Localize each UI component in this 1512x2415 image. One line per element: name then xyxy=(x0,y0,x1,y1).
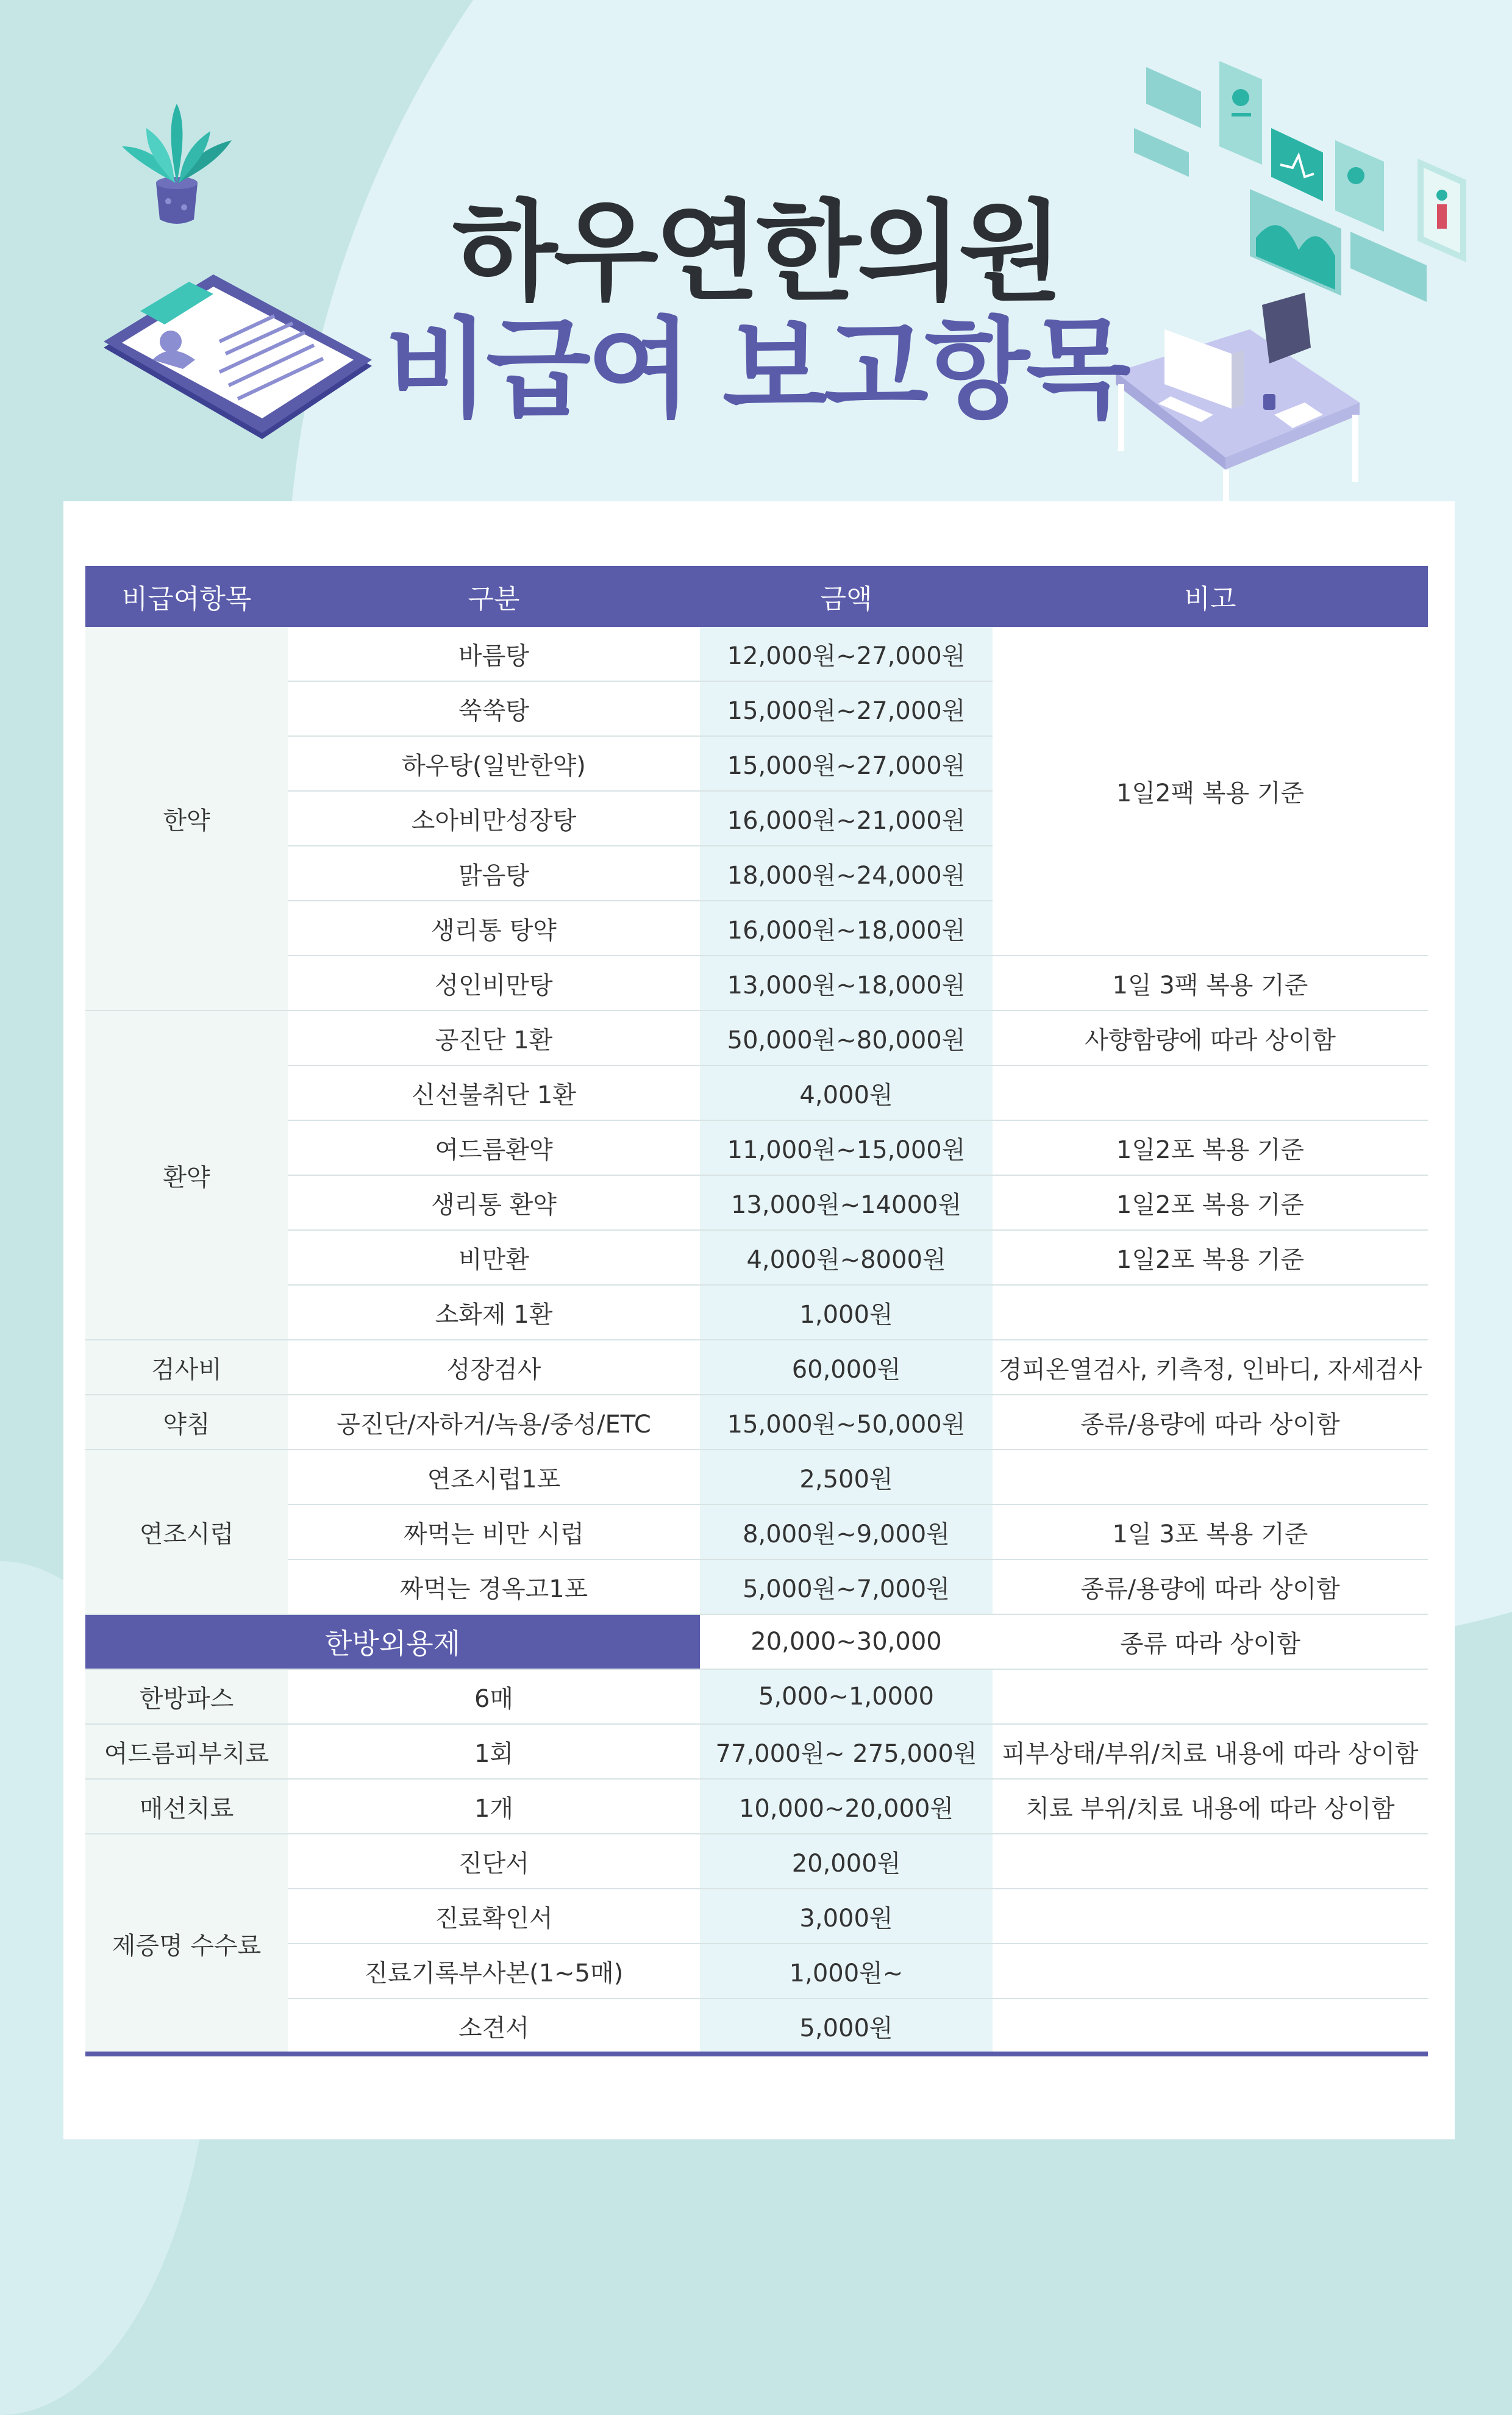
amount-cell: 15,000원~50,000원 xyxy=(700,1395,993,1450)
amount-cell: 5,000원 xyxy=(700,1998,993,2053)
amount-cell: 5,000~1,0000 xyxy=(700,1669,993,1724)
amount-cell: 3,000원 xyxy=(700,1889,993,1944)
amount-cell: 10,000~20,000원 xyxy=(700,1779,993,1834)
amount-cell: 60,000원 xyxy=(700,1340,993,1395)
category-cell: 하우탕(일반한약) xyxy=(288,736,700,791)
category-cell: 진단서 xyxy=(288,1834,700,1889)
note-cell: 1일2포 복용 기준 xyxy=(993,1230,1428,1285)
category-cell: 비만환 xyxy=(288,1230,700,1285)
category-cell: 맑음탕 xyxy=(288,846,700,901)
table-row xyxy=(85,1340,1428,1395)
category-cell: 신선불취단 1환 xyxy=(288,1065,700,1120)
category-cell: 소아비만성장탕 xyxy=(288,791,700,846)
category-cell: 생리통 탕약 xyxy=(288,901,700,956)
table-header-row xyxy=(85,566,1428,627)
item-cell: 여드름피부치료 xyxy=(85,1724,288,1779)
page-title: 하우연한의원 xyxy=(452,189,1060,315)
note-cell xyxy=(993,1834,1428,1889)
header-note: 비고 xyxy=(993,566,1428,627)
category-cell: 생리통 환약 xyxy=(288,1175,700,1230)
category-cell: 1개 xyxy=(288,1779,700,1834)
note-cell: 치료 부위/치료 내용에 따라 상이함 xyxy=(993,1779,1428,1834)
amount-cell: 4,000원~8000원 xyxy=(700,1230,993,1285)
note-cell: 1일2팩 복용 기준 xyxy=(993,627,1428,956)
table-row xyxy=(85,1834,1428,1889)
category-cell: 성인비만탕 xyxy=(288,956,700,1011)
note-cell xyxy=(993,1998,1428,2053)
non-covered-fee-table xyxy=(85,566,1428,2054)
table-row xyxy=(85,1011,1428,1065)
category-cell: 짜먹는 비만 시럽 xyxy=(288,1504,700,1559)
category-cell: 공진단/자하거/녹용/중성/ETC xyxy=(288,1395,700,1450)
item-cell: 제증명 수수료 xyxy=(85,1834,288,2053)
note-cell: 종류 따라 상이함 xyxy=(993,1614,1428,1669)
amount-cell: 5,000원~7,000원 xyxy=(700,1559,993,1614)
category-cell: 소화제 1환 xyxy=(288,1285,700,1340)
note-cell: 1일2포 복용 기준 xyxy=(993,1120,1428,1175)
header-amount: 금액 xyxy=(700,566,993,627)
amount-cell: 8,000원~9,000원 xyxy=(700,1504,993,1559)
amount-cell: 11,000원~15,000원 xyxy=(700,1120,993,1175)
category-cell: 6매 xyxy=(288,1669,700,1724)
category-cell: 짜먹는 경옥고1포 xyxy=(288,1559,700,1614)
page-subtitle: 비급여 보고항목 xyxy=(385,306,1127,432)
category-cell: 여드름환약 xyxy=(288,1120,700,1175)
item-cell: 약침 xyxy=(85,1395,288,1450)
category-cell: 쑥쑥탕 xyxy=(288,681,700,736)
note-cell: 피부상태/부위/치료 내용에 따라 상이함 xyxy=(993,1724,1428,1779)
note-cell xyxy=(993,1285,1428,1340)
amount-cell: 16,000원~18,000원 xyxy=(700,901,993,956)
table-row xyxy=(85,627,1428,681)
note-cell xyxy=(993,1889,1428,1944)
note-cell: 종류/용량에 따라 상이함 xyxy=(993,1395,1428,1450)
amount-cell: 1,000원 xyxy=(700,1285,993,1340)
note-cell: 1일 3포 복용 기준 xyxy=(993,1504,1428,1559)
category-cell: 진료확인서 xyxy=(288,1889,700,1944)
category-cell: 성장검사 xyxy=(288,1340,700,1395)
category-cell: 연조시럽1포 xyxy=(288,1450,700,1504)
item-cell: 검사비 xyxy=(85,1340,288,1395)
amount-cell: 15,000원~27,000원 xyxy=(700,736,993,791)
category-cell: 바름탕 xyxy=(288,627,700,681)
amount-cell: 1,000원~ xyxy=(700,1944,993,1998)
amount-cell: 77,000원~ 275,000원 xyxy=(700,1724,993,1779)
item-cell: 한방파스 xyxy=(85,1669,288,1724)
category-cell: 공진단 1환 xyxy=(288,1011,700,1065)
note-cell: 1일 3팩 복용 기준 xyxy=(993,956,1428,1011)
header-item: 비급여항목 xyxy=(85,566,288,627)
amount-cell: 20,000~30,000 xyxy=(700,1614,993,1669)
header-category: 구분 xyxy=(288,566,700,627)
note-cell: 사향함량에 따라 상이함 xyxy=(993,1011,1428,1065)
item-cell: 연조시럽 xyxy=(85,1450,288,1614)
note-cell: 경피온열검사, 키측정, 인바디, 자세검사 xyxy=(993,1340,1428,1395)
amount-cell: 13,000원~18,000원 xyxy=(700,956,993,1011)
note-cell xyxy=(993,1450,1428,1504)
amount-cell: 15,000원~27,000원 xyxy=(700,681,993,736)
item-cell: 매선치료 xyxy=(85,1779,288,1834)
amount-cell: 16,000원~21,000원 xyxy=(700,791,993,846)
amount-cell: 2,500원 xyxy=(700,1450,993,1504)
category-cell: 1회 xyxy=(288,1724,700,1779)
amount-cell: 13,000원~14000원 xyxy=(700,1175,993,1230)
category-cell: 진료기록부사본(1~5매) xyxy=(288,1944,700,1998)
category-cell: 소견서 xyxy=(288,1998,700,2053)
table-row xyxy=(85,1395,1428,1450)
amount-cell: 12,000원~27,000원 xyxy=(700,627,993,681)
amount-cell: 50,000원~80,000원 xyxy=(700,1011,993,1065)
amount-cell: 4,000원 xyxy=(700,1065,993,1120)
amount-cell: 20,000원 xyxy=(700,1834,993,1889)
amount-cell: 18,000원~24,000원 xyxy=(700,846,993,901)
note-cell xyxy=(993,1669,1428,1724)
table-bottom-rule xyxy=(85,2052,1428,2056)
table-row xyxy=(85,1779,1428,1834)
table-row xyxy=(85,1450,1428,1504)
note-cell: 1일2포 복용 기준 xyxy=(993,1175,1428,1230)
table-row xyxy=(85,1669,1428,1724)
item-cell: 환약 xyxy=(85,1011,288,1340)
table-subheader-row xyxy=(85,1614,1428,1669)
item-cell: 한약 xyxy=(85,627,288,1011)
table-row xyxy=(85,1724,1428,1779)
note-cell xyxy=(993,1065,1428,1120)
subheader-cell: 한방외용제 xyxy=(85,1614,700,1669)
note-cell: 종류/용량에 따라 상이함 xyxy=(993,1559,1428,1614)
note-cell xyxy=(993,1944,1428,1998)
